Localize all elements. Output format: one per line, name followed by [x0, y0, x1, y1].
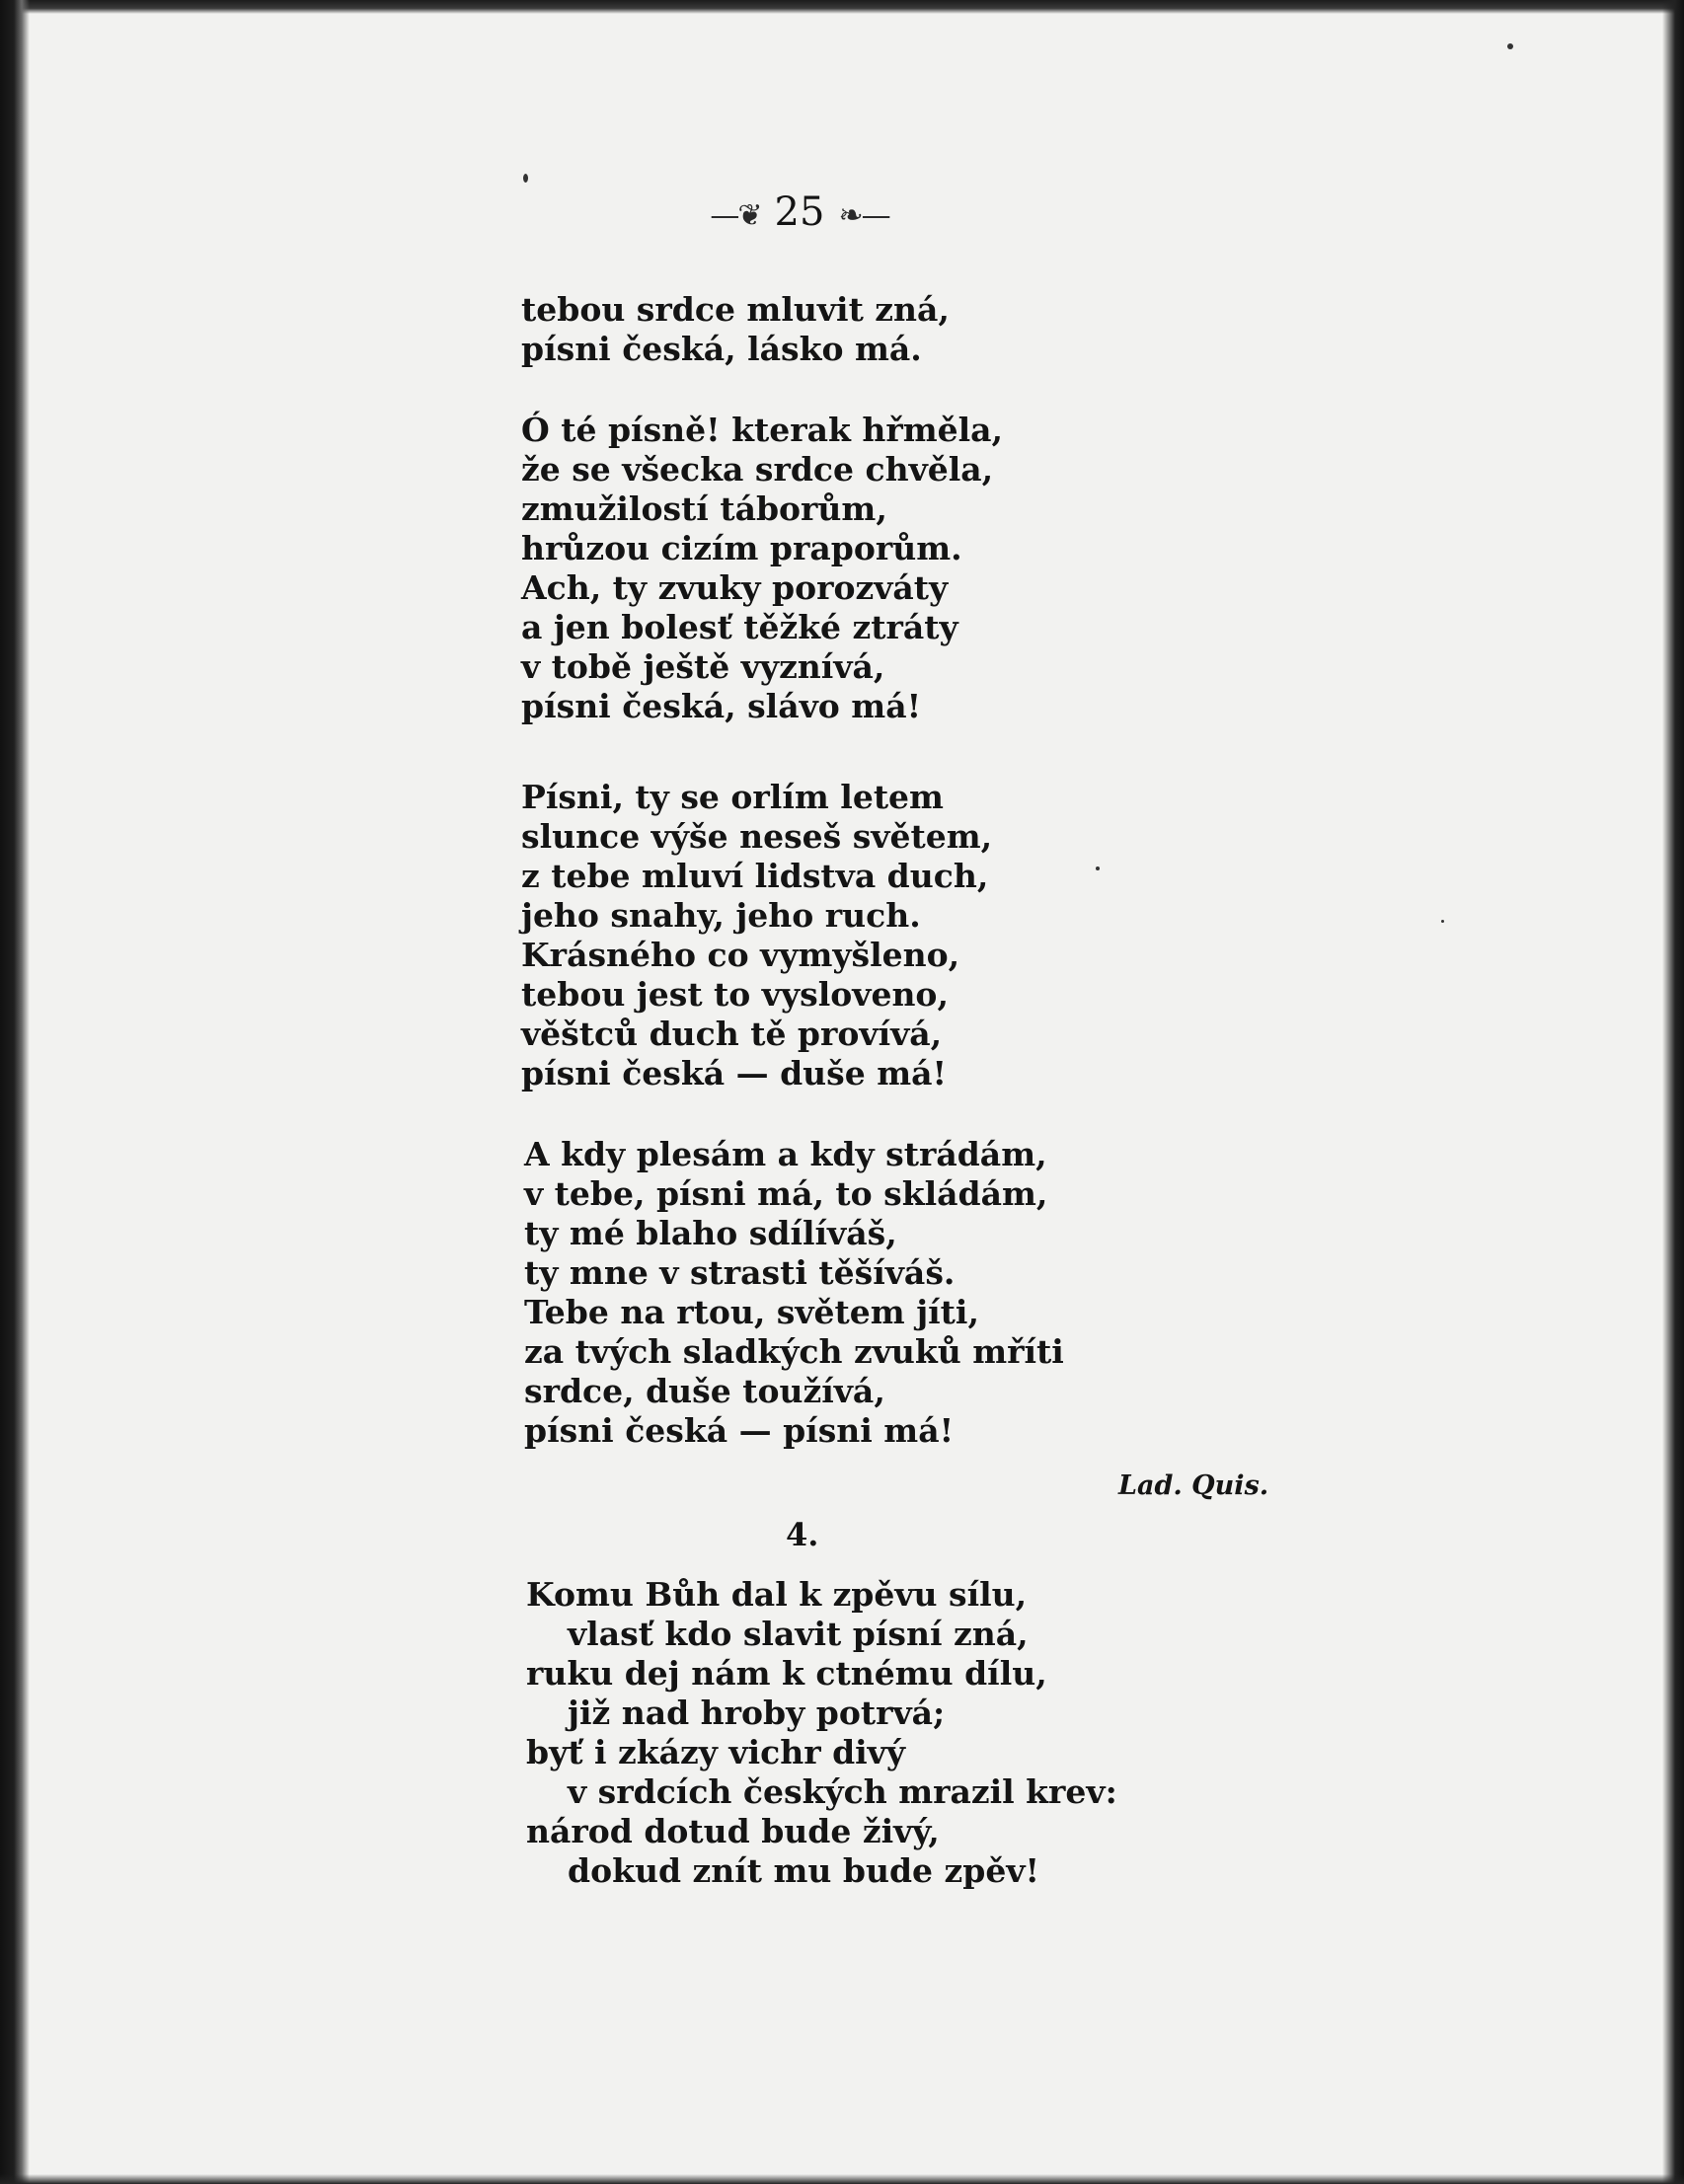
verse-line: dokud znít mu bude zpěv!	[568, 1851, 1040, 1890]
ornament-right-icon: ❧—	[838, 198, 889, 233]
verse-line: a jen bolesť těžké ztráty	[521, 608, 958, 646]
verse-line: Komu Bůh dal k zpěvu sílu,	[526, 1575, 1028, 1614]
verse-line: Ó té písně! kterak hřměla,	[521, 411, 1004, 449]
poem-number: 4.	[786, 1516, 819, 1553]
verse-line: již nad hroby potrvá;	[568, 1694, 946, 1732]
verse-line: v srdcích českých mrazil krev:	[568, 1772, 1117, 1811]
verse-line: písni česká, slávo má!	[521, 687, 922, 725]
verse-line: ty mé blaho sdílíváš,	[524, 1214, 897, 1252]
verse-line: A kdy plesám a kdy strádám,	[524, 1135, 1047, 1173]
verse-line: národ dotud bude živý,	[526, 1812, 940, 1850]
scan-edge-right	[1662, 0, 1684, 2184]
verse-line: v tebe, písni má, to skládám,	[524, 1174, 1048, 1213]
scan-speck	[1096, 866, 1100, 870]
verse-line: Krásného co vymyšleno,	[521, 936, 960, 974]
page-number: 25	[774, 189, 825, 235]
verse-line: Písni, ty se orlím letem	[521, 778, 944, 816]
verse-line: Ach, ty zvuky porozváty	[521, 568, 949, 607]
verse-line: slunce výše neseš světem,	[521, 817, 993, 856]
scan-edge-top	[0, 0, 1684, 14]
scan-speck	[1441, 920, 1444, 923]
verse-line: z tebe mluví lidstva duch,	[521, 857, 989, 895]
verse-line: písni česká — písni má!	[524, 1411, 955, 1450]
ornament-left-icon: —❦	[710, 198, 761, 233]
verse-line: za tvých sladkých zvuků mříti	[524, 1332, 1064, 1371]
verse-line: ruku dej nám k ctnému dílu,	[526, 1654, 1047, 1693]
verse-line: hrůzou cizím praporům.	[521, 529, 962, 567]
verse-line: jeho snahy, jeho ruch.	[521, 896, 921, 935]
verse-line: písni česká, lásko má.	[521, 330, 922, 368]
verse-line: tebou srdce mluvit zná,	[521, 290, 950, 329]
verse-line: zmužilostí táborům,	[521, 490, 887, 528]
verse-line: věštců duch tě provívá,	[521, 1015, 943, 1053]
author-signature: Lad. Quis.	[1118, 1470, 1269, 1501]
verse-line: tebou jest to vysloveno,	[521, 975, 949, 1014]
scan-edge-bottom	[0, 2174, 1684, 2184]
verse-line: srdce, duše toužívá,	[524, 1372, 885, 1410]
scan-speck	[523, 174, 528, 183]
verse-line: v tobě ještě vyznívá,	[521, 647, 885, 686]
verse-line: byť i zkázy vichr divý	[526, 1733, 906, 1771]
verse-line: ty mne v strasti těšíváš.	[524, 1253, 956, 1292]
verse-line: Tebe na rtou, světem jíti,	[524, 1293, 979, 1331]
scan-speck	[1507, 43, 1513, 49]
verse-line: že se všecka srdce chvěla,	[521, 450, 994, 489]
scan-edge-left	[0, 0, 30, 2184]
verse-line: vlasť kdo slavit písní zná,	[568, 1615, 1029, 1653]
verse-line: písni česká — duše má!	[521, 1054, 948, 1092]
page-number-header	[671, 188, 928, 237]
